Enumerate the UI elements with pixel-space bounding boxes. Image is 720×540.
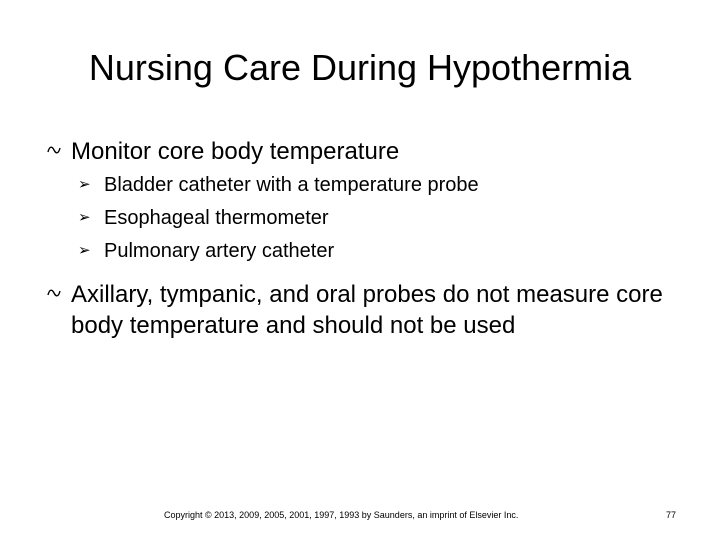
sub-bullet-text: Esophageal thermometer (104, 207, 329, 229)
sub-bullet-item (78, 239, 638, 263)
sub-bullet-text: Bladder catheter with a temperature probe (104, 174, 479, 196)
slide-title: Nursing Care During Hypothermia (88, 47, 632, 88)
bullet-item (47, 136, 677, 168)
bullet-text: Monitor core body temperature (71, 138, 400, 165)
bullet-item (47, 279, 677, 375)
arrowhead-bullet-icon: ➢ (78, 176, 91, 193)
copyright-notice: Copyright © 2013, 2009, 2005, 2001, 1997, 1993 by Saunders, an imprint of Elsevier Inc. (164, 510, 519, 520)
wave-bullet-icon (47, 144, 61, 156)
wave-bullet-icon (47, 287, 61, 299)
bullet-text: Axillary, tympanic, and oral probes do not measure core body temperature and should not be used (71, 281, 663, 339)
arrowhead-bullet-icon: ➢ (78, 209, 91, 226)
sub-bullet-item (78, 206, 638, 230)
page-number: 77 (666, 510, 677, 520)
arrowhead-bullet-icon: ➢ (78, 242, 91, 259)
sub-bullet-text: Pulmonary artery catheter (104, 240, 335, 262)
sub-bullet-item (78, 173, 638, 197)
